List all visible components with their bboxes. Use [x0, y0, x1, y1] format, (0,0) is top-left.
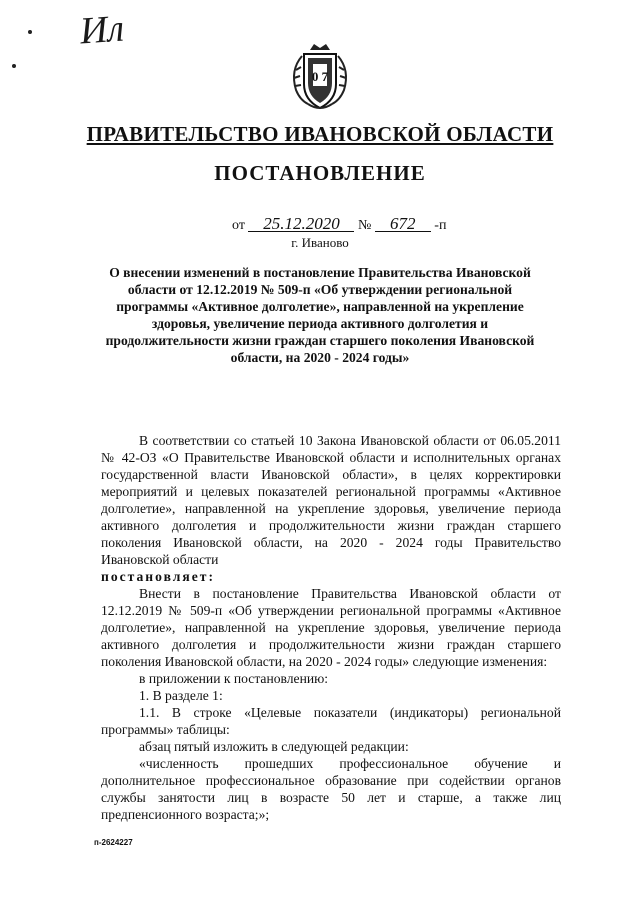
decree-number-line [232, 214, 447, 234]
paragraph-1-1: 1.1. В строке «Целевые показатели (индикаторы) региональной программы» таблицы: [101, 705, 561, 737]
svg-text:0 7: 0 7 [311, 69, 329, 84]
document-type-title: ПОСТАНОВЛЕНИЕ [214, 161, 426, 185]
resolves-word [101, 568, 561, 585]
document-body [101, 432, 561, 823]
paragraph-preamble: В соответствии со статьей 10 Закона Ивановской области от 06.05.2011 № 42-ОЗ «О Правительстве Ивановской области и исполнительных органах государственной власти Ивановской области», в целях корректировки мероприятий и целевых показателей региональной программы «Активное долголетие», направленной на укрепление здоровья, увеличение периода активного долголетия и продолжительности жизни граждан старшего поколения Ивановской области, на 2020 - 2024 годы Правительство Ивановской области [101, 433, 561, 567]
stray-dot [12, 64, 16, 68]
stray-dot [28, 30, 32, 34]
decree-subject: О внесении изменений в постановление Правительства Ивановской области от 12.12.2019 № 509-п «Об утверждении региональной программы «Активное долголетие», направленной на укрепление здоровья, увеличение периода активного долголетия и продолжительности жизни граждан старшего поколения Ивановской области, на 2020 - 2024 годы» [105, 265, 535, 365]
resolves-label: постановляет: [101, 569, 215, 584]
document-code: п-2624227 [94, 838, 133, 847]
paragraph-section-1: 1. В разделе 1: [139, 688, 223, 703]
number-suffix: -п [434, 218, 447, 233]
paragraph-new-wording: «численность прошедших профессиональное обучение и дополнительное профессиональное образование при содействии органов службы занятости лиц в возрасте 50 лет и старше, а также лиц предпенсионного возраста;»; [101, 756, 561, 822]
handwritten-mark: Ил [78, 7, 126, 53]
date-prefix: от [232, 218, 245, 233]
paragraph-amendment: Внести в постановление Правительства Ивановской области от 12.12.2019 № 509-п «Об утверждении региональной программы «Активное долголетие», направленной на укрепление здоровья, увеличение периода активного долголетия и продолжительности жизни граждан старшего поколения Ивановской области, на 2020 - 2024 годы» следующие изменения: [101, 586, 561, 669]
number-sign: № [357, 218, 372, 233]
decree-date: 25.12.2020 [248, 217, 354, 232]
decree-number: 672 [375, 217, 431, 232]
coat-of-arms-icon [288, 40, 352, 112]
government-title: ПРАВИТЕЛЬСТВО ИВАНОВСКОЙ ОБЛАСТИ [86, 122, 554, 146]
paragraph-annex: в приложении к постановлению: [139, 671, 329, 686]
paragraph-fifth-abstract: абзац пятый изложить в следующей редакции: [139, 739, 409, 754]
city-name: г. Иваново [291, 235, 349, 250]
